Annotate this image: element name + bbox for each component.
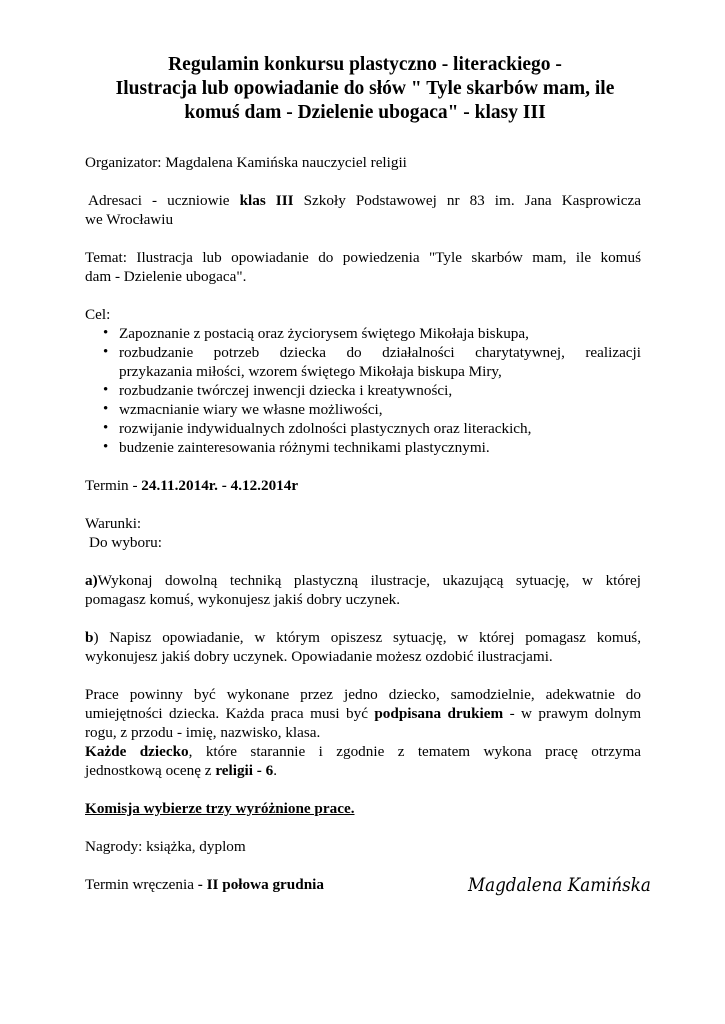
option-a-line-2: pomagasz komuś, wykonujesz jakiś dobry uczynek. xyxy=(85,591,401,608)
list-item: • rozbudzanie potrzeb dziecka do działalności charytatywnej, realizacji przykazania miłości, wzorem świętego Mikołaja biskupa Miry, xyxy=(85,343,641,381)
list-item: • Zapoznanie z postacią oraz życiorysem świętego Mikołaja biskupa, xyxy=(85,324,641,343)
conditions-heading: Warunki: xyxy=(85,515,142,532)
topic-line-1: Temat: Ilustracja lub opowiadanie do powiedzenia "Tyle skarbów mam, ile komuś xyxy=(85,249,641,266)
option-b-line-1: b) Napisz opowiadanie, w którym opiszesz sytuację, w której pomagasz komuś, xyxy=(85,629,641,646)
recipients-line-1: Adresaci - uczniowie klas III Szkoły Podstawowej nr 83 im. Jana Kasprowicza xyxy=(88,192,641,209)
recipients-line-2: we Wrocławiu xyxy=(85,211,174,228)
rules-line-1: Prace powinny być wykonane przez jedno dziecko, samodzielnie, adekwatnie do xyxy=(85,686,641,703)
document-title xyxy=(60,53,670,125)
rules-line-2: umiejętności dziecka. Każda praca musi być podpisana drukiem - w prawym dolnym xyxy=(85,705,642,722)
rules-line-4: Każde dziecko, które starannie i zgodnie z tematem wykona pracę otrzyma xyxy=(85,743,641,760)
option-a-line-1: a)Wykonaj dowolną techniką plastyczną ilustracje, ukazującą sytuację, w której xyxy=(85,572,641,589)
list-item: • rozwijanie indywidualnych zdolności plastycznych oraz literackich, xyxy=(85,419,641,438)
prizes-line: Nagrody: książka, dyplom xyxy=(85,838,246,855)
goals-list xyxy=(85,324,641,457)
organizer-line: Organizator: Magdalena Kamińska nauczyciel religii xyxy=(85,154,407,171)
list-item: • budzenie zainteresowania różnymi technikami plastycznymi. xyxy=(85,438,641,457)
signature: Magdalena Kamińska xyxy=(468,874,651,896)
title-line-1: Regulamin konkursu plastyczno - literackiego - xyxy=(168,54,562,75)
list-item: • rozbudzanie twórczej inwencji dziecka i kreatywności, xyxy=(85,381,641,400)
title-line-3: komuś dam - Dzielenie ubogaca" - klasy III xyxy=(184,102,546,123)
rules-line-5: jednostkową ocenę z religii - 6. xyxy=(85,762,278,779)
goals-heading: Cel: xyxy=(85,306,111,323)
title-line-2: Ilustracja lub opowiadanie do słów " Tyle skarbów mam, ile xyxy=(115,78,615,99)
document-body xyxy=(85,153,641,894)
committee-line: Komisja wybierze trzy wyróżnione prace. xyxy=(85,800,355,817)
conditions-choice: Do wyboru: xyxy=(89,534,162,551)
award-date-line: Termin wręczenia - II połowa grudnia xyxy=(85,876,324,893)
deadline-line: Termin - 24.11.2014r. - 4.12.2014r xyxy=(85,477,299,494)
option-b-line-2: wykonujesz jakiś dobry uczynek. Opowiadanie możesz ozdobić ilustracjami. xyxy=(85,648,553,665)
list-item: • wzmacnianie wiary we własne możliwości, xyxy=(85,400,641,419)
rules-line-3: rogu, z przodu - imię, nazwisko, klasa. xyxy=(85,724,321,741)
topic-line-2: dam - Dzielenie ubogaca". xyxy=(85,268,247,285)
